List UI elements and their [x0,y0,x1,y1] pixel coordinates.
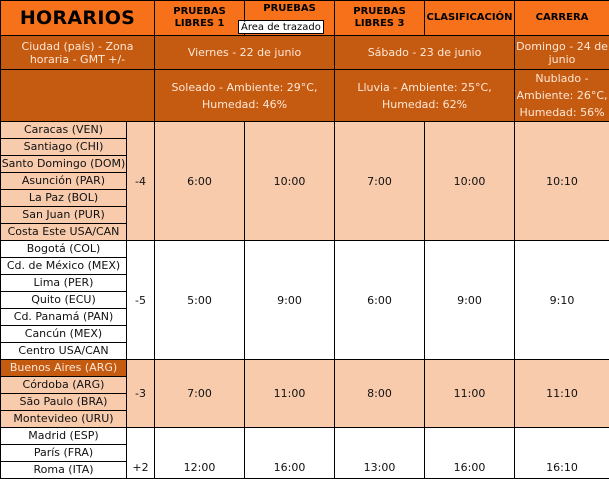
city-cell: Madrid (ESP) [1,428,127,445]
date-saturday: Sábado - 23 de junio [335,36,515,70]
time-fp3: 8:00 [335,360,425,428]
time-qualifying: 11:00 [425,360,515,428]
time-fp3: 13:00 [335,428,425,479]
time-race: 9:10 [515,241,609,360]
time-fp1: 5:00 [155,241,245,360]
session-header-race: CARRERA [515,1,609,36]
time-fp3: 6:00 [335,241,425,360]
time-fp2: 16:00 [245,428,335,479]
time-qualifying: 10:00 [425,122,515,241]
zone-label: Ciudad (país) - Zona horaria - GMT +/- [1,36,155,70]
session-header-fp3: PRUEBAS LIBRES 3 [335,1,425,36]
time-fp1: 7:00 [155,360,245,428]
time-fp2: 10:00 [245,122,335,241]
date-friday: Viernes - 22 de junio [155,36,335,70]
city-cell: San Juan (PUR) [1,207,127,224]
session-header-fp1: PRUEBAS LIBRES 1 [155,1,245,36]
city-cell: Caracas (VEN) [1,122,127,139]
time-fp2: 11:00 [245,360,335,428]
city-cell: Cancún (MEX) [1,326,127,343]
session-header-qualifying: CLASIFICACIÓN [425,1,515,36]
city-cell: Córdoba (ARG) [1,377,127,394]
city-cell: Quito (ECU) [1,292,127,309]
date-sunday: Domingo - 24 de junio [515,36,609,70]
city-cell: París (FRA) [1,445,127,462]
time-fp1: 6:00 [155,122,245,241]
city-cell: Cd. de México (MEX) [1,258,127,275]
city-cell: Santo Domingo (DOM) [1,156,127,173]
weather-saturday: Lluvia - Ambiente: 25°C, Humedad: 62% [335,70,515,122]
time-race: 10:10 [515,122,609,241]
time-fp2: 9:00 [245,241,335,360]
time-race: 16:10 [515,428,609,479]
city-cell: Costa Este USA/CAN [1,224,127,241]
city-cell: Asunción (PAR) [1,173,127,190]
time-qualifying: 16:00 [425,428,515,479]
city-cell: Bogotá (COL) [1,241,127,258]
city-cell: Montevideo (URU) [1,411,127,428]
time-race: 11:10 [515,360,609,428]
gmt-offset: -3 [127,360,155,428]
gmt-offset: +2 [127,428,155,479]
weather-label-empty [1,70,155,122]
city-cell: Lima (PER) [1,275,127,292]
time-qualifying: 9:00 [425,241,515,360]
plot-area-tooltip: Área de trazado [238,20,324,34]
time-fp3: 7:00 [335,122,425,241]
city-cell: Roma (ITA) [1,462,127,479]
city-cell: Buenos Aires (ARG) [1,360,127,377]
weather-sunday: Nublado - Ambiente: 26°C, Humedad: 56% [515,70,609,122]
city-cell: Cd. Panamá (PAN) [1,309,127,326]
schedule-title: HORARIOS [1,1,155,36]
weather-friday: Soleado - Ambiente: 29°C, Humedad: 46% [155,70,335,122]
session-header-fp2: PRUEBAS [245,1,335,36]
city-cell: Centro USA/CAN [1,343,127,360]
gmt-offset: -5 [127,241,155,360]
city-cell: Santiago (CHI) [1,139,127,156]
city-cell: São Paulo (BRA) [1,394,127,411]
gmt-offset: -4 [127,122,155,241]
time-fp1: 12:00 [155,428,245,479]
city-cell: La Paz (BOL) [1,190,127,207]
